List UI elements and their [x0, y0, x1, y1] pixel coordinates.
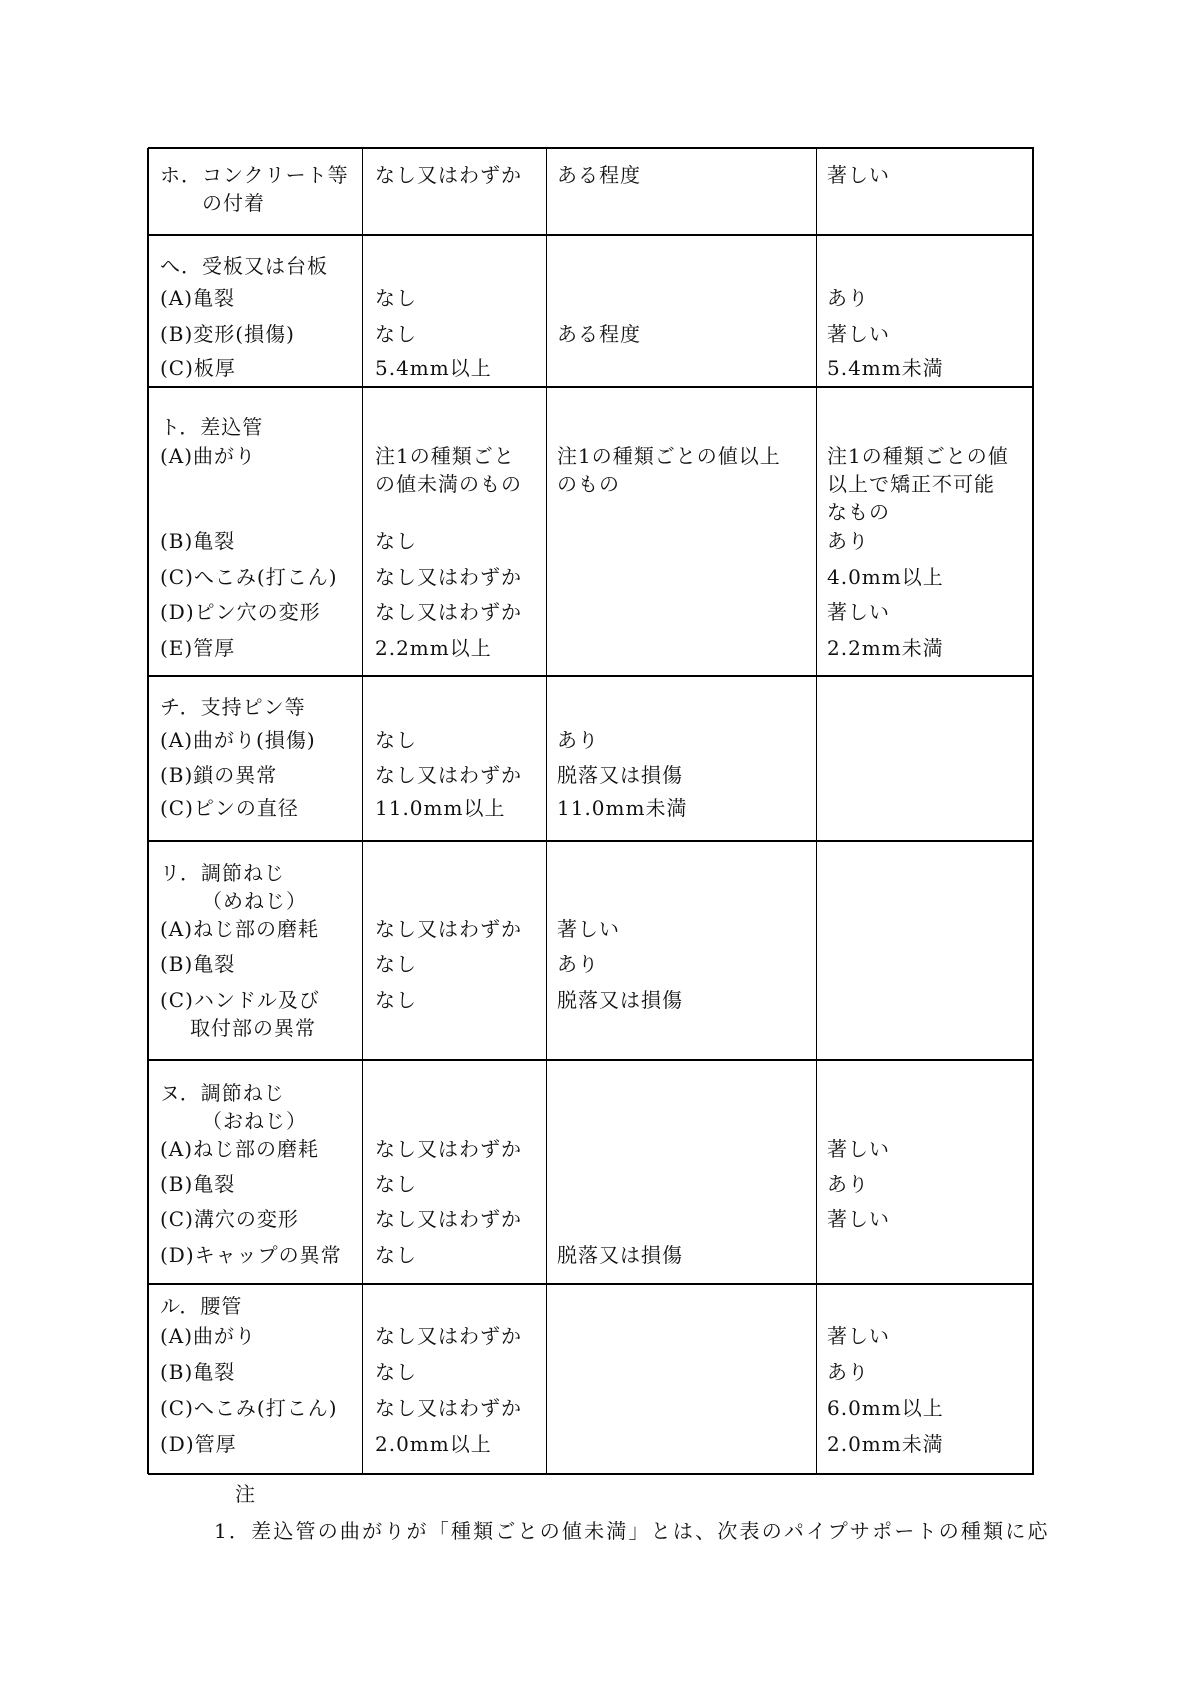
- table-border-right: [1032, 148, 1034, 1474]
- row-he-item-label: へ．受板又は台板: [160, 254, 328, 278]
- row-he-criterion-moderate: ある程度: [557, 322, 641, 346]
- row-ru-criterion-severe: あり: [827, 1360, 869, 1384]
- row-nu-criterion-severe: 著しい: [827, 1207, 890, 1231]
- row-to-criterion-none: なし又はわずか: [375, 600, 522, 624]
- row-ri-item-label: (A)ねじ部の磨耗: [160, 917, 320, 941]
- row-chi-item-label: (C)ピンの直径: [160, 796, 299, 820]
- row-ru-criterion-none: 2.0mm以上: [375, 1432, 492, 1456]
- row-divider: [148, 234, 1034, 236]
- row-nu-criterion-moderate: 脱落又は損傷: [557, 1243, 683, 1267]
- row-to-criterion-none: なし又はわずか: [375, 565, 522, 589]
- row-to-item-label: (A)曲がり: [160, 444, 257, 468]
- row-chi-criterion-moderate: あり: [557, 728, 599, 752]
- row-ru-criterion-severe: 著しい: [827, 1324, 890, 1348]
- row-chi-item-label: チ．支持ピン等: [160, 695, 306, 719]
- table-border-left: [147, 148, 149, 1474]
- row-to-criterion-severe: あり: [827, 529, 869, 553]
- row-chi-criterion-none: なし又はわずか: [375, 763, 522, 787]
- row-ho-criterion-moderate: ある程度: [557, 163, 641, 187]
- row-ri-item-label: (B)亀裂: [160, 952, 236, 976]
- row-ri-criterion-none: なし: [375, 952, 417, 976]
- row-to-criterion-severe: 2.2mm未満: [827, 636, 944, 660]
- column-divider: [816, 148, 817, 1474]
- row-he-item-label: (B)変形(損傷): [160, 322, 295, 346]
- row-ho-criterion-severe: 著しい: [827, 163, 890, 187]
- row-chi-criterion-none: 11.0mm以上: [375, 796, 506, 820]
- row-he-criterion-severe: 著しい: [827, 322, 890, 346]
- row-to-criterion-moderate: のもの: [557, 472, 620, 496]
- row-nu-criterion-none: なし: [375, 1243, 417, 1267]
- row-nu-criterion-none: なし: [375, 1172, 417, 1196]
- row-ru-item-label: (C)へこみ(打こん): [160, 1396, 338, 1420]
- row-nu-criterion-severe: あり: [827, 1172, 869, 1196]
- row-to-criterion-severe: 以上で矯正不可能: [827, 472, 995, 496]
- row-ri-criterion-moderate: 著しい: [557, 917, 620, 941]
- row-chi-criterion-moderate: 脱落又は損傷: [557, 763, 683, 787]
- row-to-criterion-none: 2.2mm以上: [375, 636, 492, 660]
- row-to-criterion-severe: 著しい: [827, 600, 890, 624]
- row-nu-item-label: (B)亀裂: [160, 1172, 236, 1196]
- row-ho-criterion-none: なし又はわずか: [375, 163, 522, 187]
- row-nu-item-label: (A)ねじ部の磨耗: [160, 1137, 320, 1161]
- row-to-item-label: (B)亀裂: [160, 529, 236, 553]
- row-nu-item-label: (C)溝穴の変形: [160, 1207, 299, 1231]
- row-ru-item-label: (B)亀裂: [160, 1360, 236, 1384]
- row-to-item-label: ト．差込管: [160, 415, 264, 439]
- table-border-bottom: [148, 1473, 1034, 1475]
- row-ho-item-label: ホ．コンクリート等: [160, 163, 349, 187]
- row-he-criterion-severe: 5.4mm未満: [827, 356, 944, 380]
- row-he-criterion-severe: あり: [827, 286, 869, 310]
- row-chi-item-label: (A)曲がり(損傷): [160, 728, 316, 752]
- row-ru-item-label: ル．腰管: [160, 1294, 243, 1318]
- row-to-item-label: (D)ピン穴の変形: [160, 600, 321, 624]
- row-nu-item-label: (D)キャップの異常: [160, 1243, 342, 1267]
- row-divider: [148, 386, 1034, 388]
- row-ru-criterion-severe: 6.0mm以上: [827, 1396, 944, 1420]
- row-ri-criterion-moderate: 脱落又は損傷: [557, 988, 683, 1012]
- row-divider: [148, 1059, 1034, 1061]
- row-ru-item-label: (A)曲がり: [160, 1324, 257, 1348]
- row-divider: [148, 840, 1034, 842]
- row-to-criterion-severe: 4.0mm以上: [827, 565, 944, 589]
- row-to-criterion-severe: 注1の種類ごとの値: [827, 444, 1009, 468]
- row-nu-criterion-none: なし又はわずか: [375, 1137, 522, 1161]
- row-chi-criterion-moderate: 11.0mm未満: [557, 796, 688, 820]
- row-divider: [148, 1283, 1034, 1285]
- row-ru-criterion-none: なし: [375, 1360, 417, 1384]
- row-to-criterion-severe: なもの: [827, 500, 890, 524]
- row-to-criterion-none: 注1の種類ごと: [375, 444, 515, 468]
- row-nu-criterion-none: なし又はわずか: [375, 1207, 522, 1231]
- row-ri-item-label: リ．調節ねじ: [160, 861, 285, 885]
- row-he-item-label: (A)亀裂: [160, 286, 236, 310]
- row-ru-criterion-none: なし又はわずか: [375, 1396, 522, 1420]
- row-ru-criterion-none: なし又はわずか: [375, 1324, 522, 1348]
- column-divider: [362, 148, 363, 1474]
- row-he-criterion-none: なし: [375, 286, 417, 310]
- row-ho-item-label: の付着: [202, 191, 265, 215]
- table-border-top: [148, 147, 1034, 149]
- row-to-criterion-moderate: 注1の種類ごとの値以上: [557, 444, 781, 468]
- notes-heading: 注: [235, 1482, 256, 1506]
- row-to-criterion-none: の値未満のもの: [375, 472, 522, 496]
- row-divider: [148, 675, 1034, 677]
- row-ri-item-label: 取付部の異常: [190, 1016, 316, 1040]
- row-he-criterion-none: なし: [375, 322, 417, 346]
- row-to-item-label: (C)へこみ(打こん): [160, 565, 338, 589]
- row-he-item-label: (C)板厚: [160, 356, 236, 380]
- row-ri-item-label: (C)ハンドル及び: [160, 988, 320, 1012]
- row-ri-item-label: （めねじ）: [202, 889, 307, 913]
- row-chi-item-label: (B)鎖の異常: [160, 763, 278, 787]
- row-nu-criterion-severe: 著しい: [827, 1137, 890, 1161]
- row-to-criterion-none: なし: [375, 529, 417, 553]
- row-he-criterion-none: 5.4mm以上: [375, 356, 492, 380]
- row-ru-item-label: (D)管厚: [160, 1432, 237, 1456]
- column-divider: [546, 148, 547, 1474]
- row-ri-criterion-none: なし又はわずか: [375, 917, 522, 941]
- row-chi-criterion-none: なし: [375, 728, 417, 752]
- note-1: 1．差込管の曲がりが「種類ごとの値未満」とは、次表のパイプサポートの種類に応: [214, 1519, 1050, 1543]
- row-ri-criterion-moderate: あり: [557, 952, 599, 976]
- row-nu-item-label: ヌ．調節ねじ: [160, 1081, 285, 1105]
- row-to-item-label: (E)管厚: [160, 636, 236, 660]
- row-ri-criterion-none: なし: [375, 988, 417, 1012]
- row-ru-criterion-severe: 2.0mm未満: [827, 1432, 944, 1456]
- row-nu-item-label: （おねじ）: [202, 1109, 307, 1133]
